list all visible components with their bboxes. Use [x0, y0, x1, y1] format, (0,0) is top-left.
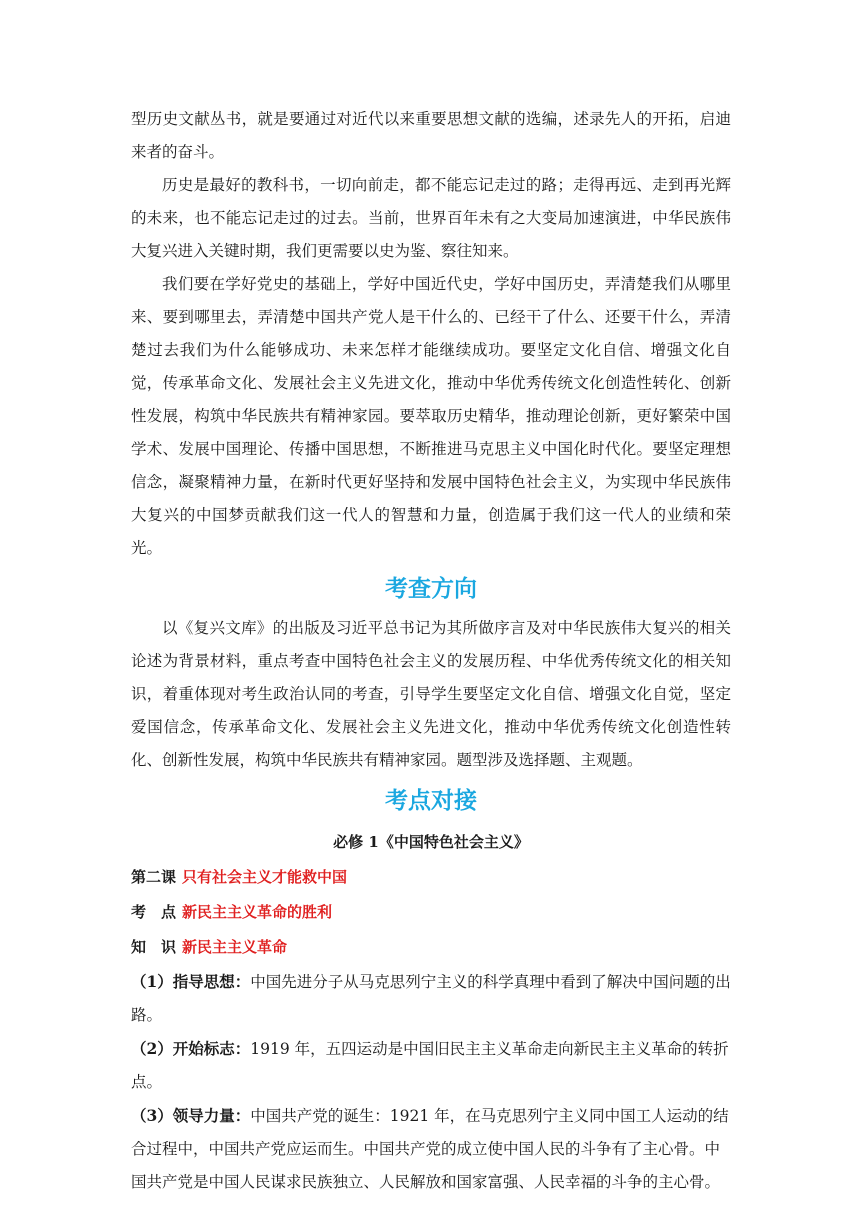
page-content [131, 103, 731, 1199]
lesson-value: 只有社会主义才能救中国 [182, 868, 348, 886]
textbook-subtitle: 必修 1《中国特色社会主义》 [333, 833, 529, 851]
item-start-mark [131, 1032, 731, 1099]
item-key: （2）开始标志： [131, 1039, 251, 1058]
item-key: （1）指导思想： [131, 972, 251, 991]
item-leadership [131, 1099, 731, 1199]
point-row [131, 895, 731, 930]
lesson-label: 第二课 [131, 868, 177, 886]
knowledge-label: 知 识 [131, 938, 177, 956]
section-title-exam-direction: 考查方向 [385, 576, 477, 602]
point-value: 新民主主义革命的胜利 [182, 903, 333, 921]
paragraph-party-history: 我们要在学好党史的基础上，学好中国近代史，学好中国历史，弄清楚我们从哪里来、要到哪里去，弄清楚中国共产党人是干什么的、已经干了什么、还要干什么，弄清楚过去我们为什么能够成功、未来怎样才能继续成功。要坚定文化自信、增强文化自觉，传承革命文化、发展社会主义先进文化，推动中华优秀传统文化创造性转化、创新性发展，构筑中华民族共有精神家园。要萃取历史精华，推动理论创新，更好繁荣中国学术、发展中国理论、传播中国思想，不断推进马克思主义中国化时代化。要坚定理想信念，凝聚精神力量，在新时代更好坚持和发展中国特色社会主义，为实现中华民族伟大复兴的中国梦贡献我们这一代人的智慧和力量，创造属于我们这一代人的业绩和荣光。 [131, 275, 731, 557]
paragraph-continuation: 型历史文献丛书，就是要通过对近代以来重要思想文献的选编，述录先人的开拓，启迪来者的奋斗。 [131, 110, 731, 161]
item-key: （3）领导力量： [131, 1106, 251, 1125]
item-text: 1919 年，五四运动是中国旧民主主义革命走向新民主主义革命的转折点。 [131, 1040, 729, 1091]
paragraph-exam-direction: 以《复兴文库》的出版及习近平总书记为其所做序言及对中华民族伟大复兴的相关论述为背景材料，重点考查中国特色社会主义的发展历程、中华优秀传统文化的相关知识，着重体现对考生政治认同的考查，引导学生要坚定文化自信、增强文化自觉，坚定爱国信念，传承革命文化、发展社会主义先进文化，推动中华优秀传统文化创造性转化、创新性发展，构筑中华民族共有精神家园。题型涉及选择题、主观题。 [131, 619, 731, 769]
item-text: 中国先进分子从马克思列宁主义的科学真理中看到了解决中国问题的出路。 [131, 973, 731, 1024]
section-title-exam-points: 考点对接 [385, 788, 477, 814]
knowledge-row [131, 930, 731, 965]
lesson-row [131, 860, 731, 895]
paragraph-history: 历史是最好的教科书，一切向前走，都不能忘记走过的路；走得再远、走到再光辉的未来，也不能忘记走过的过去。当前，世界百年未有之大变局加速演进，中华民族伟大复兴进入关键时期，我们更需要以史为鉴、察往知来。 [131, 176, 731, 260]
knowledge-value: 新民主主义革命 [182, 938, 288, 956]
point-label: 考 点 [131, 903, 177, 921]
item-text: 中国共产党的诞生：1921 年，在马克思列宁主义同中国工人运动的结合过程中，中国共产党应运而生。中国共产党的成立使中国人民的斗争有了主心骨。中国共产党是中国人民谋求民族独立、人民解放和国家富强、人民幸福的斗争的主心骨。 [131, 1107, 729, 1191]
item-guiding-thought [131, 965, 731, 1032]
